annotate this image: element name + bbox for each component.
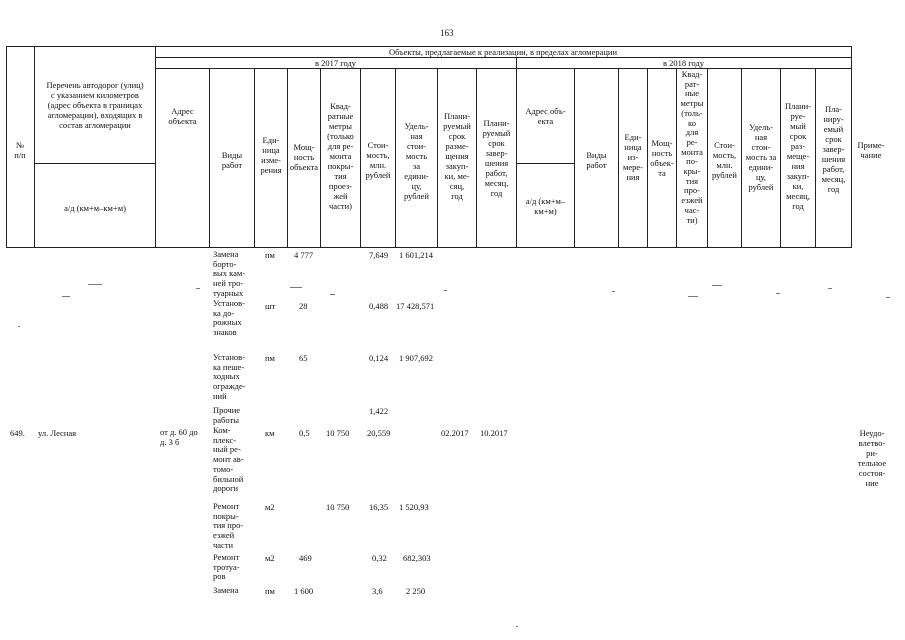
row-unit: пм bbox=[265, 353, 275, 363]
entry-address: от д. 60 до д. 3 б bbox=[160, 427, 198, 447]
header-2017-address: Адрес объекта bbox=[168, 106, 197, 126]
header-road-km: а/д (км+м–км+м) bbox=[64, 203, 126, 213]
entry-posting-date: 02.2017 bbox=[441, 428, 469, 438]
row-sq-m: 10 750 bbox=[326, 502, 350, 512]
header-year-2018: в 2018 году bbox=[662, 58, 705, 68]
header-2018-sq-m: Квад- рат- ные метры (толь- ко для ре- монта по- кры- тия про- езжей час- ти) bbox=[680, 69, 704, 225]
header-2018-road-km: а/д (км+м– км+м) bbox=[525, 196, 566, 216]
row-work-type: Ремонт покры- тия про- езжей части bbox=[213, 501, 244, 550]
row-unit: м2 bbox=[265, 553, 275, 563]
row-work-type: Замена bbox=[213, 585, 239, 595]
header-2017-sq-m: Квад- ратные метры (только для ре- монта покры- тия проез- жей части) bbox=[327, 101, 354, 211]
row-unit-cost: 1 601,214 bbox=[399, 250, 433, 260]
header-2017-unit-cost: Удель- ная стои- мость за едини- цу, рублей bbox=[404, 121, 429, 201]
row-capacity: 65 bbox=[299, 353, 308, 363]
row-cost: 1,422 bbox=[369, 406, 389, 416]
row-unit: пм bbox=[265, 250, 275, 260]
row-cost: 0,488 bbox=[369, 301, 389, 311]
header-2017-capacity: Мощ- ность объекта bbox=[289, 142, 319, 172]
row-cost: 16,35 bbox=[369, 502, 389, 512]
row-cost: 0,124 bbox=[369, 353, 389, 363]
row-unit: км bbox=[265, 428, 275, 438]
header-roads-list: Перечень автодорог (улиц) с указанием километров (адрес объекта в границах агломерации), входящих в состав агломерации bbox=[46, 80, 144, 130]
header-2018-plan-finish: Пла- ниру- емый срок завер- шения работ, месяц, год bbox=[821, 104, 846, 194]
row-cost: 20,559 bbox=[367, 428, 391, 438]
header-2017-plan-posting: Плани- руемый срок разме- щения закуп- ки, ме- сяц, год bbox=[443, 111, 471, 201]
header-2018-address: Адрес объ- екта bbox=[525, 106, 566, 126]
header-2017-cost: Стои- мость, млн. рублей bbox=[365, 140, 391, 180]
header-year-2017: в 2017 году bbox=[314, 58, 357, 68]
row-work-type: Прочие работы bbox=[213, 405, 241, 425]
header-2018-cost: Стои- мость, млн. рублей bbox=[712, 140, 737, 180]
entry-number: 649. bbox=[10, 428, 25, 438]
row-cost: 0,32 bbox=[372, 553, 387, 563]
row-cost: 3,6 bbox=[372, 586, 383, 596]
row-work-type: Установ- ка до- рожных знаков bbox=[213, 298, 246, 338]
header-2017-plan-finish: Плани- руемый срок завер- шения работ, месяц, год bbox=[482, 118, 511, 198]
row-capacity: 0,5 bbox=[299, 428, 310, 438]
row-unit-cost: 17 428,571 bbox=[396, 301, 435, 311]
header-2018-work-types: Виды работ bbox=[586, 150, 607, 170]
entry-note: Неудо- влетво- ри- тельное состоя- ние bbox=[857, 428, 887, 488]
row-cost: 7,649 bbox=[369, 250, 389, 260]
row-capacity: 4 777 bbox=[294, 250, 314, 260]
row-unit-cost: 2 250 bbox=[406, 586, 426, 596]
entry-finish-date: 10.2017 bbox=[480, 428, 508, 438]
header-2017-work-types: Виды работ bbox=[221, 150, 243, 170]
row-unit-cost: 1 520,93 bbox=[399, 502, 429, 512]
header-2018-unit: Еди- ница из- мере- ния bbox=[622, 132, 643, 182]
row-unit-cost: 682,303 bbox=[403, 553, 431, 563]
row-capacity: 469 bbox=[299, 553, 312, 563]
row-unit: шт bbox=[265, 301, 276, 311]
row-unit-cost: 1 907,692 bbox=[399, 353, 433, 363]
header-2018-plan-posting: Плани- руе- мый срок раз- меще- ния закуп- ки, месяц, год bbox=[784, 101, 812, 211]
row-capacity: 28 bbox=[299, 301, 308, 311]
row-unit: м2 bbox=[265, 502, 275, 512]
row-work-type: Установ- ка пеше- ходных огражде- ний bbox=[213, 352, 246, 401]
row-work-type: Ком- плекс- ный ре- монт ав- томо- бильной дороги bbox=[213, 425, 244, 494]
row-unit: пм bbox=[265, 586, 275, 596]
header-2018-unit-cost: Удель- ная стои- мость за едини- цу, рублей bbox=[745, 122, 777, 192]
header-objects-title: Объекты, предлагаемые к реализации, в пределах агломерации bbox=[388, 47, 618, 57]
header-note: Приме- чание bbox=[857, 140, 885, 160]
page-number: 163 bbox=[440, 28, 454, 38]
header-2018-capacity: Мощ- ность объек- та bbox=[650, 138, 674, 178]
header-number: № п/п bbox=[14, 140, 26, 160]
row-work-type: Замена борто- вых кам- ней тро- туарных bbox=[213, 249, 246, 298]
header-2017-unit: Еди- ница изме- рения bbox=[260, 135, 282, 175]
row-capacity: 1 600 bbox=[294, 586, 314, 596]
row-sq-m: 10 750 bbox=[326, 428, 350, 438]
entry-street: ул. Лесная bbox=[38, 428, 77, 438]
row-work-type: Ремонт тротуа- ров bbox=[213, 552, 240, 582]
